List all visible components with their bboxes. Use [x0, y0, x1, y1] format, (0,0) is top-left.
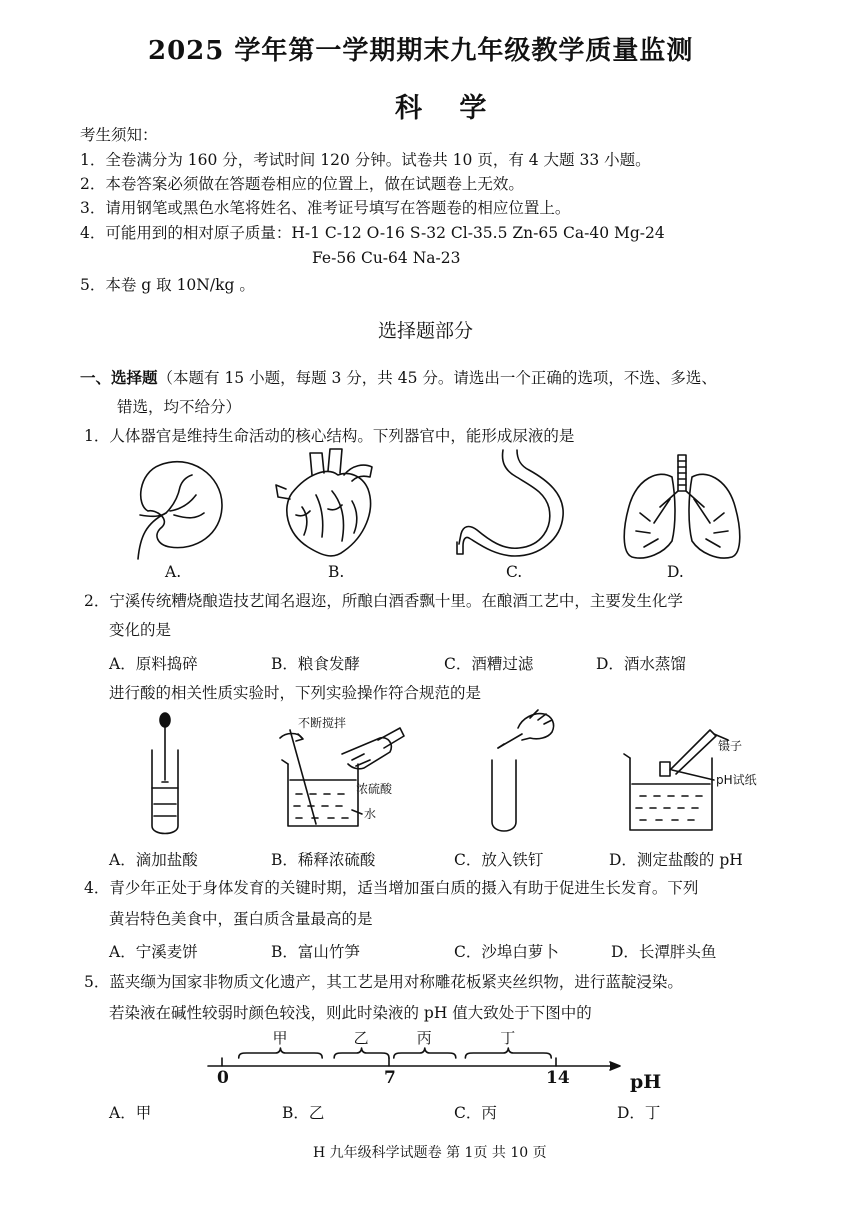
part-one-desc-cont: 错选，均不给分） — [117, 398, 242, 416]
ph-paper-label: pH试纸 — [716, 773, 757, 787]
ph-range-label: 甲 — [272, 1029, 288, 1047]
ph-tick-label: 7 — [384, 1068, 396, 1088]
q1-option-b: B. — [328, 563, 345, 581]
q1-stem: 1．人体器官是维持生命活动的核心结构。下列器官中，能形成尿液的是 — [84, 427, 575, 445]
q4-option-b: B．富山竹笋 — [271, 943, 360, 961]
ph-range-label: 乙 — [353, 1029, 369, 1047]
q3-option-c: C．放入铁钉 — [454, 851, 544, 869]
q2-option-a: A．原料捣碎 — [109, 655, 198, 673]
notice-heading: 考生须知： — [80, 126, 158, 144]
q4-option-a: A．宁溪麦饼 — [109, 943, 198, 961]
kidney-figure — [130, 455, 230, 560]
water-label: 水 — [364, 807, 377, 821]
notice-item-4: 4．可能用到的相对原子质量：H-1 C-12 O-16 S-32 Cl-35.5 Zn-65 Ca-40 Mg-24 — [80, 224, 665, 242]
q5-stem-line1: 5．蓝夹缬为国家非物质文化遗产，其工艺是用对称雕花板紧夹丝织物，进行蓝靛浸染。 — [84, 973, 683, 991]
q2-stem-line1: 2．宁溪传统糟烧酿造技艺闻名遐迩，所酿白酒香飘十里。在酿酒工艺中，主要发生化学 — [84, 592, 683, 610]
q5-option-b: B．乙 — [282, 1104, 325, 1122]
lungs-figure — [620, 453, 742, 565]
q5-option-d: D．丁 — [617, 1104, 661, 1122]
q5-stem-line2: 若染液在碱性较弱时颜色较浅，则此时染液的 pH 值大致处于下图中的 — [109, 1004, 592, 1022]
tweezers-label: 镊子 — [718, 739, 743, 753]
part-one-desc: （本题有 15 小题，每题 3 分，共 45 分。请选出一个正确的选项，不选、多选、 — [157, 369, 717, 387]
q3-option-d: D．测定盐酸的 pH — [609, 851, 743, 869]
notice-item-1: 1．全卷满分为 160 分，考试时间 120 分钟。试卷共 10 页，有 4 大题 33 小题。 — [80, 151, 651, 169]
q5-option-c: C．丙 — [454, 1104, 497, 1122]
ph-range-brace — [465, 1048, 551, 1058]
acid-label: 浓硫酸 — [356, 782, 393, 796]
ph-range-brace — [394, 1048, 456, 1058]
page-footer: H 九年级科学试题卷 第 1页 共 10 页 — [313, 1145, 547, 1161]
dilution-beaker-figure — [272, 714, 422, 836]
ph-range-brace — [239, 1048, 323, 1058]
notice-item-4-cont: Fe-56 Cu-64 Na-23 — [312, 249, 461, 267]
q2-option-b: B．粮食发酵 — [271, 655, 360, 673]
q3-option-a: A．滴加盐酸 — [109, 851, 198, 869]
q4-option-c: C．沙埠白萝卜 — [454, 943, 559, 961]
ph-range-label: 丙 — [416, 1029, 432, 1047]
exam-title: 2025 学年第一学期期末九年级教学质量监测 — [148, 36, 694, 66]
section-title: 选择题部分 — [378, 320, 474, 342]
q3-option-b: B．稀释浓硫酸 — [271, 851, 376, 869]
q2-option-c: C．酒糟过滤 — [444, 655, 534, 673]
notice-item-2: 2．本卷答案必须做在答题卷相应的位置上，做在试题卷上无效。 — [80, 175, 524, 193]
ph-range-label: 丁 — [500, 1029, 516, 1047]
q4-stem-line2: 黄岩特色美食中，蛋白质含量最高的是 — [109, 910, 373, 928]
notice-item-5: 5．本卷 g 取 10N/kg 。 — [80, 276, 255, 294]
dropper-test-tube-figure — [145, 712, 185, 838]
stomach-figure — [455, 448, 570, 558]
ph-scale-figure — [200, 1026, 670, 1096]
heart-figure — [272, 445, 384, 561]
q3-stem: 进行酸的相关性质实验时，下列实验操作符合规范的是 — [109, 684, 482, 702]
subject-title: 科 学 — [395, 93, 501, 124]
q1-option-d: D. — [667, 563, 684, 581]
ph-tick-label: 0 — [217, 1068, 229, 1088]
part-one-label: 一、选择题 — [80, 368, 158, 387]
part-one-header — [80, 367, 717, 389]
q1-option-c: C. — [506, 563, 523, 581]
q1-option-a: A. — [165, 563, 182, 581]
q4-option-d: D．长潭胖头鱼 — [611, 943, 717, 961]
iron-nail-figure — [478, 706, 568, 836]
ph-range-brace — [334, 1048, 389, 1058]
ph-measure-figure — [622, 728, 782, 836]
ph-unit-label: pH — [630, 1071, 662, 1093]
stir-label: 不断搅拌 — [298, 716, 347, 730]
notice-item-3: 3．请用钢笔或黑色水笔将姓名、准考证号填写在答题卷的相应位置上。 — [80, 199, 571, 217]
q4-stem-line1: 4．青少年正处于身体发育的关键时期，适当增加蛋白质的摄入有助于促进生长发育。下列 — [84, 879, 699, 897]
q5-option-a: A．甲 — [109, 1104, 152, 1122]
q2-option-d: D．酒水蒸馏 — [596, 655, 686, 673]
ph-tick-label: 14 — [546, 1068, 570, 1088]
ph-axis-arrow — [610, 1062, 620, 1070]
q2-stem-line2: 变化的是 — [109, 621, 172, 639]
